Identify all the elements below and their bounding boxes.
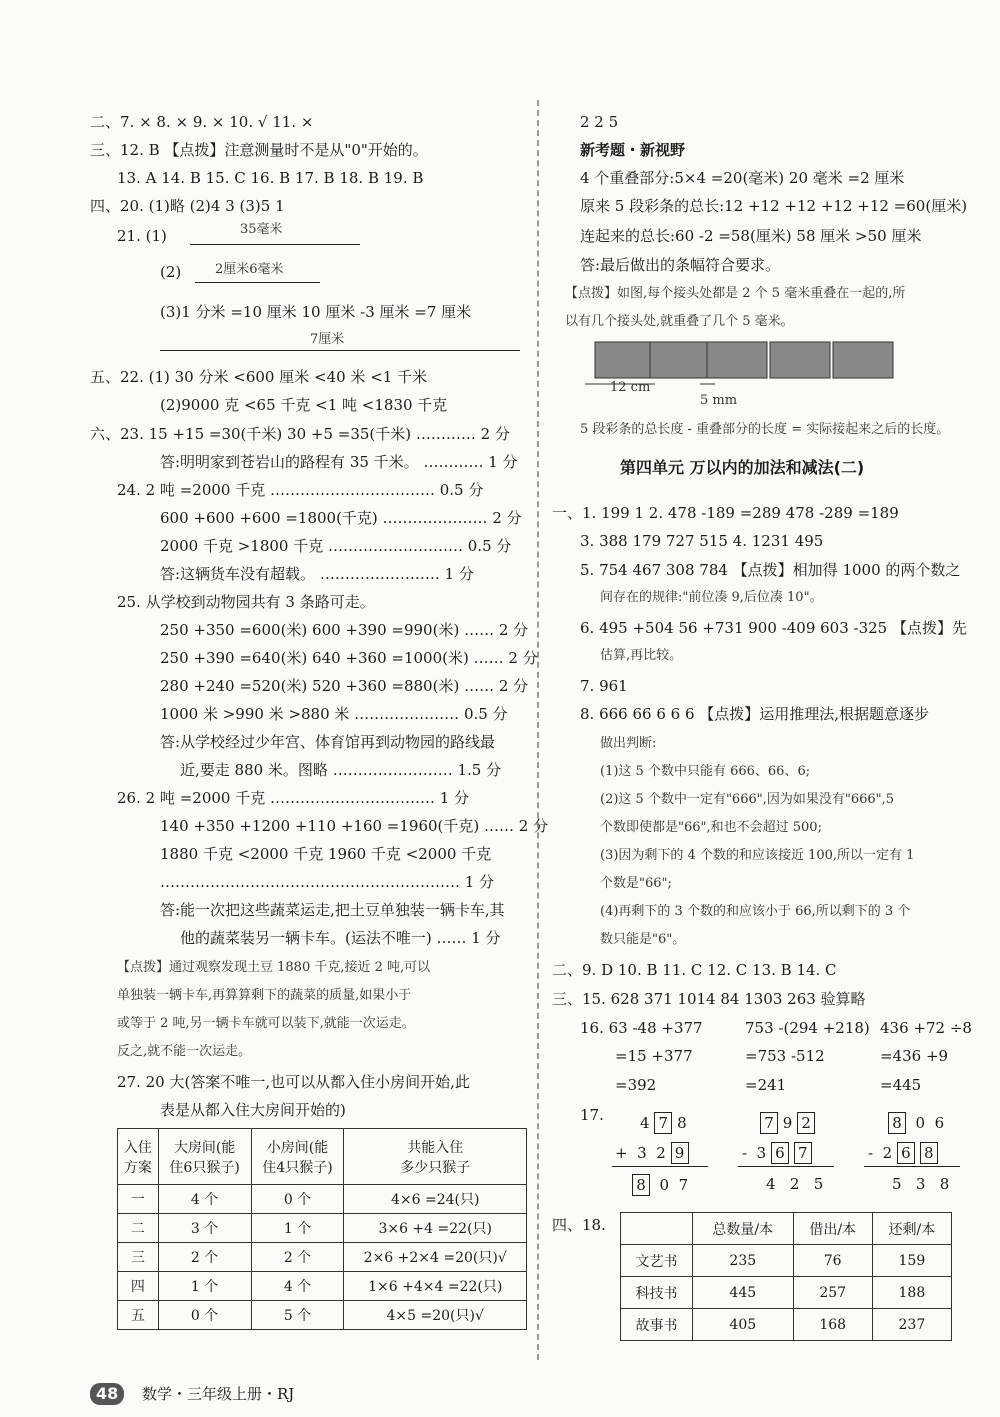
answer-line: 24. 2 吨 =2000 千克 …………………………… 0.5 分: [117, 481, 484, 499]
table-row: 故事书 405 168 237: [621, 1309, 952, 1341]
hint-line: (4)再剩下的 3 个数的和应该小于 66,所以剩下的 3 个: [600, 904, 911, 919]
answer-line: 答:能一次把这些蔬菜运走,把土豆单独装一辆卡车,其: [160, 901, 505, 919]
vcalc-3-mid: - 2 6 8: [868, 1142, 938, 1164]
answer-line: 280 +240 =520(米) 520 +360 =880(米) …… 2 分: [160, 677, 529, 695]
answer-line: 2 2 5: [580, 113, 619, 131]
answer-line: 5. 754 467 308 784 【点拨】相加得 1000 的两个数之: [580, 561, 961, 579]
answer-line: 一、1. 199 1 2. 478 -189 =289 478 -289 =189: [552, 504, 899, 522]
calc-col-3: 436 +72 ÷8: [880, 1019, 972, 1037]
answer-line: 140 +350 +1200 +110 +160 =1960(千克) …… 2 分: [160, 817, 549, 835]
answer-line: 3. 388 179 727 515 4. 1231 495: [580, 532, 824, 550]
strip: [833, 342, 893, 378]
answer-line: 答:从学校经过少年宫、体育馆再到动物园的路线最: [160, 733, 496, 751]
hint-line: 反之,就不能一次运走。: [117, 1044, 252, 1059]
answer-line: 1000 米 >990 米 >880 米 ………………… 0.5 分: [160, 705, 508, 723]
vcalc-1-top: 4 7 8: [640, 1114, 687, 1132]
table-row: 一 4 个 0 个 4×6 =24(只): [118, 1185, 527, 1214]
column-divider: [537, 100, 539, 1360]
answer-line: 六、23. 15 +15 =30(千米) 30 +5 =35(千米) ………… 2 分: [90, 425, 510, 443]
page-number: 48: [90, 1383, 124, 1405]
calc-col-1: =15 +377: [615, 1047, 693, 1065]
table-header: 入住 方案: [118, 1129, 159, 1185]
section-heading: 新考题・新视野: [580, 141, 686, 159]
question-number: 17.: [580, 1106, 604, 1124]
hint-line: 数只能是"6"。: [600, 932, 686, 947]
vcalc-line: [738, 1166, 834, 1167]
strip: [595, 342, 653, 378]
table-27: [117, 1128, 527, 1330]
table-header: 大房间(能 住6只猴子): [158, 1129, 251, 1185]
answer-line: 答:明明家到苍岩山的路程有 35 千米。 ………… 1 分: [160, 453, 518, 471]
table-row: 科技书 445 257 188: [621, 1277, 952, 1309]
hint-line: 做出判断:: [600, 736, 657, 751]
hint-line: 以有几个接头处,就重叠了几个 5 毫米。: [565, 314, 794, 329]
table-row: 四 1 个 4 个 1×6 +4×4 =22(只): [118, 1272, 527, 1301]
vcalc-2-mid: - 3 6 7: [742, 1142, 812, 1164]
answer-line: 四、20. (1)略 (2)4 3 (3)5 1: [90, 197, 285, 215]
answer-line: 8. 666 66 6 6 6 【点拨】运用推理法,根据题意逐步: [580, 705, 930, 723]
answer-line: 25. 从学校到动物园共有 3 条路可走。: [117, 593, 375, 611]
vcalc-1-mid: + 3 2 9: [615, 1142, 689, 1164]
hint-line: 间存在的规律:"前位凑 9,后位凑 10"。: [600, 590, 823, 605]
hint-line: 【点拨】如图,每个接头处都是 2 个 5 毫米重叠在一起的,所: [565, 286, 906, 301]
answer-line: 二、9. D 10. B 11. C 12. C 13. B 14. C: [552, 961, 837, 979]
table-header: 共能入住 多少只猴子: [344, 1129, 527, 1185]
calc-col-1: =392: [615, 1076, 657, 1094]
answer-line: 二、7. × 8. × 9. × 10. √ 11. ×: [90, 113, 314, 131]
answer-line: 600 +600 +600 =1800(千克) ………………… 2 分: [160, 509, 522, 527]
calc-col-3: =436 +9: [880, 1047, 949, 1065]
hint-line: (1)这 5 个数中只能有 666、66、6;: [600, 764, 811, 779]
measure-label: 35毫米: [240, 222, 283, 237]
answer-line: (2)9000 克 <65 千克 <1 吨 <1830 千克: [160, 396, 448, 414]
table-row: 二 3 个 1 个 3×6 +4 =22(只): [118, 1214, 527, 1243]
hint-line: (3)因为剩下的 4 个数的和应该接近 100,所以一定有 1: [600, 848, 915, 863]
table-18: 总数量/本 借出/本 还剩/本 文艺书 235 76 159 科技书 445 257 188 故事书 405 168 237: [620, 1212, 952, 1341]
answer-line: 2000 千克 >1800 千克 ……………………… 0.5 分: [160, 537, 512, 555]
answer-line: 连起来的总长:60 -2 =58(厘米) 58 厘米 >50 厘米: [580, 227, 922, 245]
answer-line: 近,要走 880 米。图略 …………………… 1.5 分: [180, 761, 502, 779]
calc-col-3: =445: [880, 1076, 922, 1094]
answer-line: 250 +390 =640(米) 640 +360 =1000(米) …… 2 分: [160, 649, 538, 667]
vcalc-line: [612, 1166, 708, 1167]
answer-line: 五、22. (1) 30 分米 <600 厘米 <40 米 <1 千米: [90, 368, 428, 386]
answer-line: 1880 千克 <2000 千克 1960 千克 <2000 千克: [160, 845, 492, 863]
answer-line: 27. 20 大(答案不唯一,也可以从都入住小房间开始,此: [117, 1073, 470, 1091]
calc-col-2: 753 -(294 +218): [745, 1019, 870, 1037]
question-number: 四、18.: [552, 1216, 606, 1234]
measure-label: 2厘米6毫米: [215, 262, 284, 277]
answer-line: 三、12. B 【点拨】注意测量时不是从"0"开始的。: [90, 141, 428, 159]
table-header: 小房间(能 住4只猴子): [251, 1129, 344, 1185]
vcalc-3-top: 8 0 6: [888, 1112, 944, 1134]
hint-line: (2)这 5 个数中一定有"666",因为如果没有"666",5: [600, 792, 895, 807]
vcalc-1-res: 8 0 7: [632, 1174, 688, 1196]
hint-line: 5 段彩条的总长度 - 重叠部分的长度 = 实际接起来之后的长度。: [580, 422, 950, 437]
hint-line: 单独装一辆卡车,再算算剩下的蔬菜的质量,如果小于: [117, 988, 412, 1003]
hint-line: 或等于 2 吨,另一辆卡车就可以装下,就能一次运走。: [117, 1016, 415, 1031]
figure-label: 5 mm: [700, 393, 738, 408]
line-26mm: [195, 282, 320, 283]
answer-line: 他的蔬菜装另一辆卡车。(运法不唯一) …… 1 分: [180, 929, 501, 947]
answer-line: 13. A 14. B 15. C 16. B 17. B 18. B 19. B: [117, 169, 424, 187]
hint-line: 估算,再比较。: [600, 648, 683, 663]
vcalc-2-res: 4 2 5: [766, 1175, 824, 1193]
answer-line: (3)1 分米 =10 厘米 10 厘米 -3 厘米 =7 厘米: [160, 303, 472, 321]
answer-line: 表是从都入住大房间开始的): [160, 1101, 346, 1119]
strip: [650, 342, 710, 378]
table-row: 文艺书 235 76 159: [621, 1245, 952, 1277]
answer-line: 21. (1): [117, 227, 167, 245]
answer-line: 答:这辆货车没有超载。 …………………… 1 分: [160, 565, 474, 583]
measure-label: 7厘米: [310, 332, 345, 347]
vcalc-2-top: 7 9 2: [760, 1112, 815, 1134]
table-row: 三 2 个 2 个 2×6 +2×4 =20(只)√: [118, 1243, 527, 1272]
table-row: 五 0 个 5 个 4×5 =20(只)√: [118, 1301, 527, 1330]
strip: [707, 342, 767, 378]
answer-line: 三、15. 628 371 1014 84 1303 263 验算略: [552, 990, 866, 1008]
answer-line: 4 个重叠部分:5×4 =20(毫米) 20 毫米 =2 厘米: [580, 169, 905, 187]
vcalc-3-res: 5 3 8: [892, 1175, 950, 1193]
hint-line: 【点拨】通过观察发现土豆 1880 千克,接近 2 吨,可以: [117, 960, 431, 975]
unit-heading: 第四单元 万以内的加法和减法(二): [620, 458, 865, 477]
answer-line: 26. 2 吨 =2000 千克 …………………………… 1 分: [117, 789, 470, 807]
footer-title: 数学・三年级上册・RJ: [142, 1385, 295, 1403]
answer-line: 原来 5 段彩条的总长:12 +12 +12 +12 +12 =60(厘米): [580, 197, 968, 215]
hint-line: 个数即使都是"66",和也不会超过 500;: [600, 820, 822, 835]
answer-line: (2): [160, 263, 182, 281]
figure-label: 12 cm: [610, 380, 651, 395]
answer-line: 6. 495 +504 56 +731 900 -409 603 -325 【点拨】先: [580, 619, 967, 637]
vcalc-line: [864, 1166, 960, 1167]
hint-line: 个数是"66";: [600, 876, 672, 891]
answer-line: 7. 961: [580, 677, 628, 695]
answer-line: 答:最后做出的条幅符合要求。: [580, 256, 781, 274]
strip: [770, 342, 830, 378]
calc-col-2: =241: [745, 1076, 787, 1094]
line-35mm: [190, 244, 360, 245]
calc-col-1: 16. 63 -48 +377: [580, 1019, 703, 1037]
calc-col-2: =753 -512: [745, 1047, 825, 1065]
answer-line: 250 +350 =600(米) 600 +390 =990(米) …… 2 分: [160, 621, 529, 639]
line-7cm: [160, 350, 520, 351]
answer-line: …………………………………………………… 1 分: [160, 873, 495, 891]
